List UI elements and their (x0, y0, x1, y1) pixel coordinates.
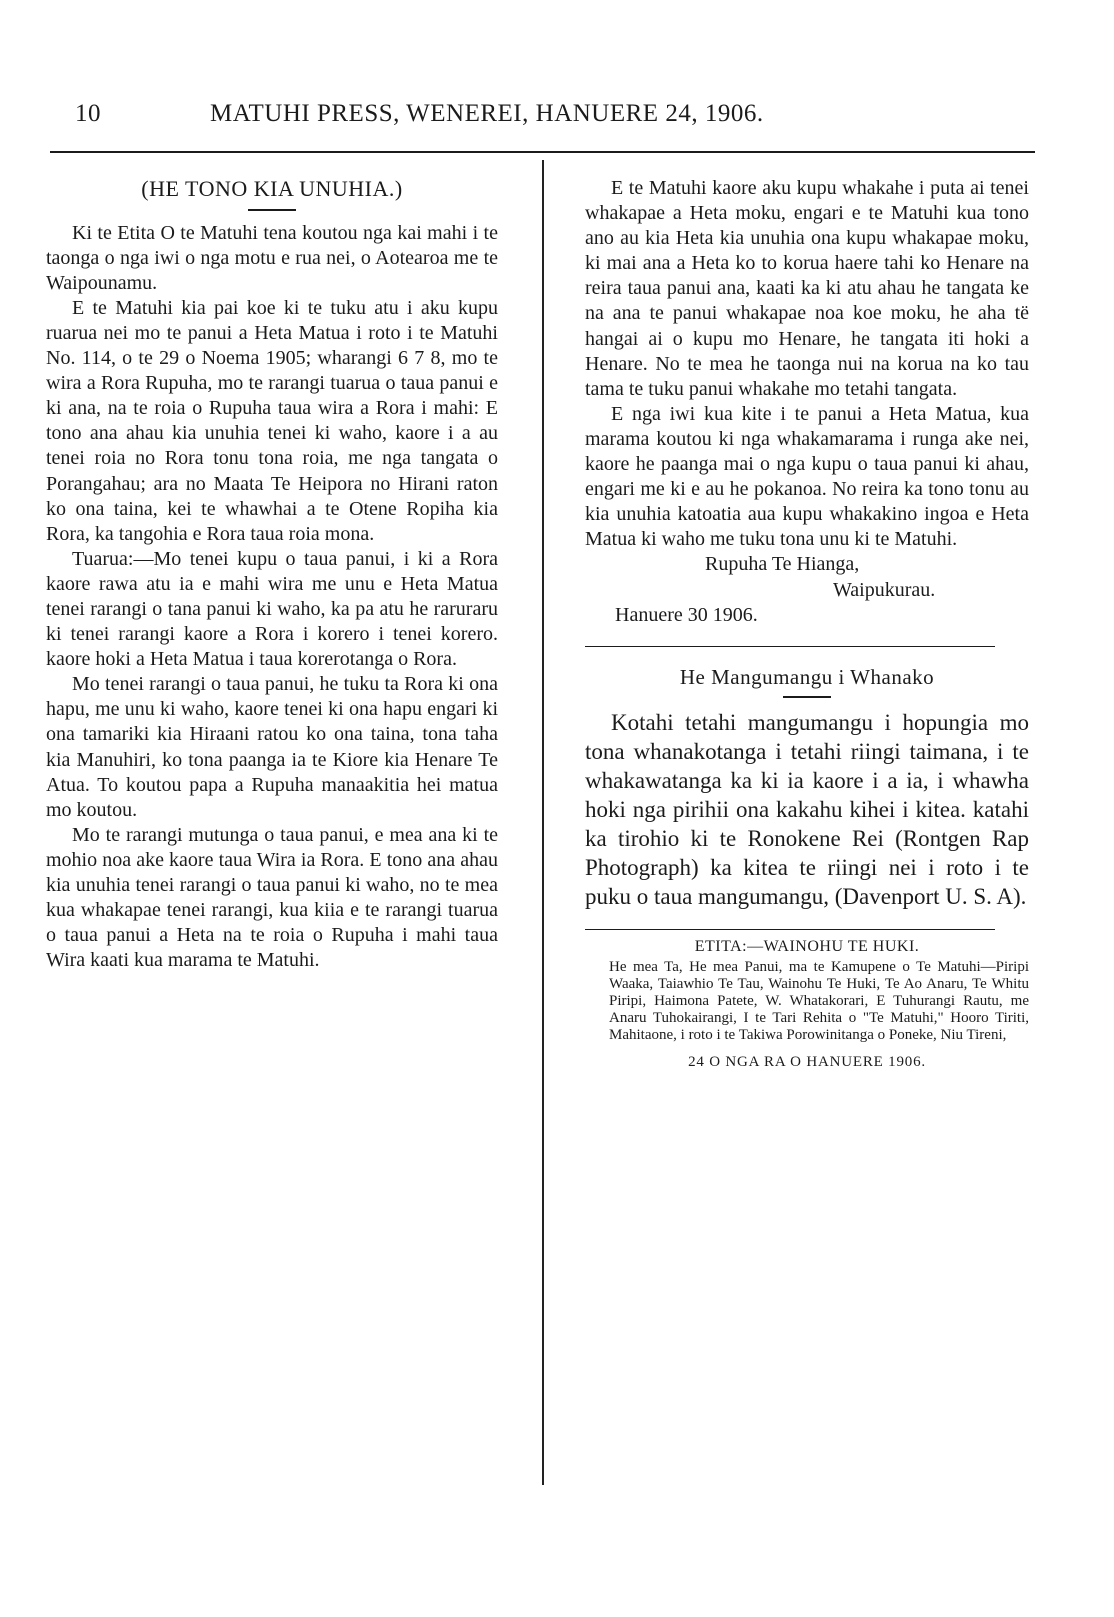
news-title: He Mangumangu i Whanako (679, 665, 935, 690)
news-paragraph: Kotahi tetahi mangumangu i hopungia mo tona whanakotanga i tetahi riingi taimana, i te whakawatanga ka ki ia kaore i a ia, i whawha hoki nga pirihii ona kakahu kihei i kitea. katahi ka tirohio ki te Ronokene Rei (Rontgen Rap Photograph) ka kitea te riingi nei i roto i te puku o taua mangumangu, (Davenport U. S. A). (585, 709, 1029, 909)
imprint (585, 938, 1029, 1071)
signature-name: Rupuha Te Hianga, (705, 553, 860, 576)
article-paragraph: Mo te rarangi mutunga o taua panui, e mea ana ki te mohio noa ake kaore taua Wira ia Rora. E tono ana ahau kia unuhia tenei rarangi o taua panui ki waho, no te mea kua whakapae tenei rarangi, kua kiia e te rarangi tuarua o taua panui a Heta na te roia o Rupuha i mahi taua Wira kaati kua marama te Matuhi. (46, 823, 498, 972)
page-header (75, 100, 905, 140)
header-rule (50, 151, 1035, 153)
title-rule (248, 209, 296, 211)
article-paragraph: Mo tenei rarangi o taua panui, he tuku ta Rora ki ona hapu, me unu ki waho, kaore tenei ki ona hapu engari ki ona tamariki kia Hiraani ratou ko ona taina, tona taha kia Manuhiri, ko tona paanga ia te Kiore kia Henare Te Atua. To koutou papa a Rupuha manaakitia hei matua mo koutou. (46, 673, 498, 821)
article-paragraph: Ki te Etita O te Matuhi tena koutou nga kai mahi i te taonga o nga iwi o nga motu e rua nei, o Aotearoa me te Waipounamu. (46, 221, 498, 294)
imprint-date: 24 O NGA RA O HANUERE 1906. (688, 1054, 926, 1071)
news-title-rule (783, 696, 831, 698)
imprint-rule (585, 929, 995, 931)
signature-place: Waipukurau. (833, 578, 936, 601)
article-title: (HE TONO KIA UNUHIA.) (141, 176, 403, 201)
section-rule (585, 646, 995, 648)
signature-date: Hanuere 30 1906. (615, 603, 758, 626)
article-paragraph: Tuarua:—Mo tenei kupu o taua panui, i ki a Rora kaore rawa atu ia e mahi wira me unu e Heta Matua tenei rarangi o tana panui ki waho, ka pa atu he raruraru ki tenei rarangi kaore a Rora i korero i tenei korero. kaore hoki a Heta Matua i taua korerotanga o Rora. (46, 547, 498, 671)
masthead: MATUHI PRESS, WENEREI, HANUERE 24, 1906. (210, 100, 764, 127)
right-column (585, 176, 1029, 1071)
imprint-title: ETITA:—WAINOHU TE HUKI. (694, 938, 920, 956)
page-number: 10 (75, 100, 101, 127)
column-divider (542, 160, 544, 1485)
article-paragraph: E te Matuhi kia pai koe ki te tuku atu i aku kupu ruarua nei mo te panui a Heta Matua i roto i te Matuhi No. 114, o te 29 o Noema 1905; wharangi 6 7 8, mo te wira a Rora Rupuha, mo te rarangi tuarua o taua panui e ki ana, na te roia o Rupuha taua wira a Rora i mahi: E tono ana ahau kia unuhia tenei ki waho, kaore i a au tenei roia no Rora tonu tona roia, me nga tangata o Porangahau; ara no Maata Te Heipora no Hirani raton ko ona taina, kei te whawhai a te Otene Ropiha kia Rora, ka tangohia e Rora taua roia mona. (46, 296, 498, 545)
imprint-body: He mea Ta, He mea Panui, ma te Kamupene o Te Matuhi—Piripi Waaka, Taiawhio Te Tau, Wainohu Te Huki, Te Ao Anaru, Te Whitu Piripi, Haimona Patete, W. Whatakorari, E Tuhurangi Rautu, me Anaru Tuhokairangi, I te Tari Rehita o "Te Matuhi," Hooro Tiriti, Mahitaone, i roto i te Takiwa Porowinitanga o Poneke, Niu Tireni, (609, 959, 1029, 1044)
article-paragraph: E nga iwi kua kite i te panui a Heta Matua, kua marama koutou ki nga whakamarama i runga ake nei, kaore he paanga mai o nga kupu o taua panui ki ahau, engari me ki e au he pokanoa. No reira ka tono tonu au kia unuhia katoatia aua kupu whakakino ingoa e Heta Matua ki waho me tuku tona unu ki te Matuhi. (585, 402, 1029, 551)
left-column (46, 176, 498, 973)
article-paragraph: E te Matuhi kaore aku kupu whakahe i puta ai tenei whakapae a Heta moku, engari e te Matuhi kua tono ano au kia Heta kia unuhia ona kupu whakapae moku, ki mai ana a Heta ko to korua haere tahi ko Henare na reira taua panui ana, kaati ka ki atu ahau he tangata ke na ana te panui whakapae noa koe moku, he aha të hangai ai o kupu mo Henare, he tangata iti hoki a Henare. No te mea he taonga nui na korua na ko tau tama te tuku panui whakahe mo tetahi tangata. (585, 177, 1029, 400)
